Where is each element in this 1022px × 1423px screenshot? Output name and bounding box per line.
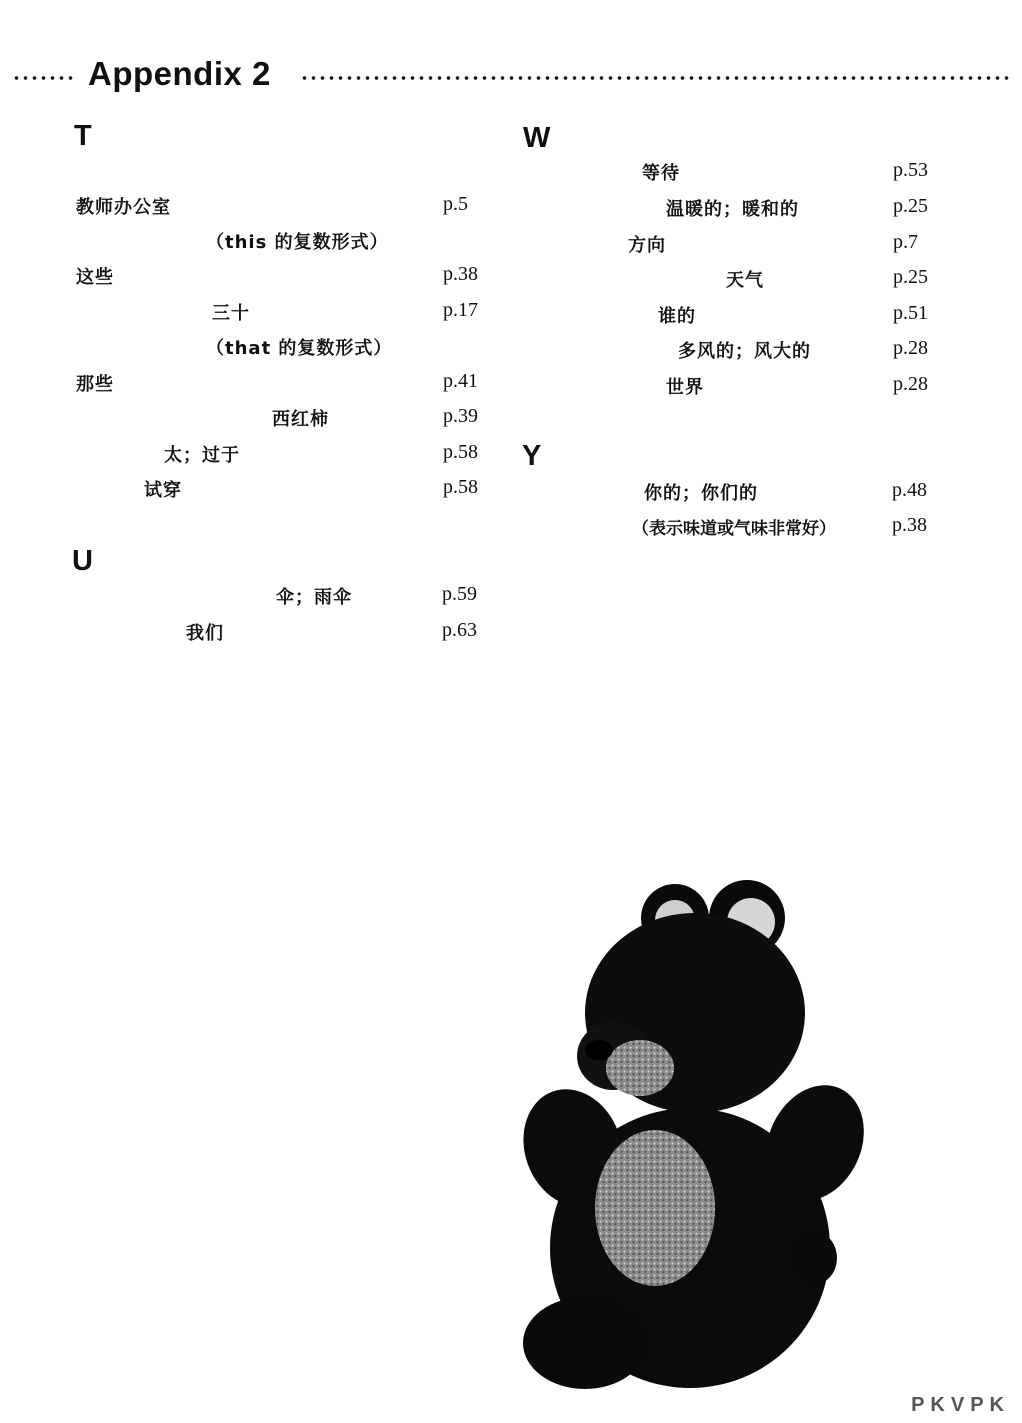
entry-page: p.17 — [443, 299, 478, 321]
list-item — [0, 405, 500, 435]
list-item — [520, 266, 1000, 296]
entry-page: p.59 — [442, 583, 477, 605]
entry-meaning: 谁的 — [658, 306, 696, 327]
entry-meaning: 天气 — [726, 270, 764, 291]
entry-page: p.48 — [892, 479, 927, 501]
entry-meaning: （that 的复数形式） — [206, 338, 393, 359]
list-item — [520, 514, 1000, 544]
list-item — [0, 263, 500, 293]
entry-page: p.28 — [893, 373, 928, 395]
entry-page: p.51 — [893, 302, 928, 324]
entry-meaning: 你的；你们的 — [644, 483, 758, 504]
entry-meaning: 那些 — [76, 374, 114, 395]
entry-meaning: 三十 — [212, 303, 250, 324]
page-title: Appendix 2 — [88, 55, 271, 92]
entry-meaning: 方向 — [628, 235, 666, 256]
watermark: PKVPK — [911, 1394, 1010, 1416]
list-item — [520, 373, 1000, 403]
entry-page: p.38 — [892, 514, 927, 536]
section-letter-y: Y — [522, 440, 542, 472]
entry-page: p.28 — [893, 337, 928, 359]
entry-meaning: 太；过于 — [164, 445, 240, 466]
list-item — [0, 476, 500, 506]
entry-page: p.5 — [443, 193, 468, 215]
dotted-rule-right — [300, 75, 1012, 81]
list-item — [0, 370, 500, 400]
list-item — [0, 193, 500, 223]
entry-meaning: （this 的复数形式） — [206, 232, 389, 253]
list-item — [520, 479, 1000, 509]
entry-meaning: 教师办公室 — [76, 197, 171, 218]
entry-page: p.58 — [443, 476, 478, 498]
list-item — [0, 228, 500, 258]
entry-meaning: 多风的；风大的 — [678, 341, 811, 362]
list-item — [0, 441, 500, 471]
list-item — [0, 583, 500, 613]
entry-page: p.25 — [893, 266, 928, 288]
section-letter-u: U — [72, 545, 93, 577]
entry-page: p.7 — [893, 231, 918, 253]
teddy-bear-illustration — [515, 878, 865, 1393]
entry-meaning: 试穿 — [144, 480, 182, 501]
entry-meaning: 伞；雨伞 — [276, 587, 352, 608]
list-item — [520, 159, 1000, 189]
entry-page: p.39 — [443, 405, 478, 427]
entry-page: p.63 — [442, 619, 477, 641]
entry-page: p.25 — [893, 195, 928, 217]
section-letter-w: W — [523, 122, 551, 154]
entry-page: p.41 — [443, 370, 478, 392]
entry-meaning: （表示味道或气味非常好） — [632, 519, 836, 539]
entry-meaning: 等待 — [642, 163, 680, 184]
list-item — [520, 195, 1000, 225]
entry-page: p.58 — [443, 441, 478, 463]
list-item — [0, 334, 500, 364]
entry-page: p.53 — [893, 159, 928, 181]
list-item — [520, 337, 1000, 367]
section-letter-t: T — [74, 120, 92, 152]
list-item — [520, 231, 1000, 261]
list-item — [520, 302, 1000, 332]
list-item — [0, 299, 500, 329]
entry-meaning: 世界 — [666, 377, 704, 398]
entry-meaning: 温暖的；暖和的 — [666, 199, 799, 220]
entry-page: p.38 — [443, 263, 478, 285]
list-item — [0, 619, 500, 649]
entry-meaning: 这些 — [76, 267, 114, 288]
entry-meaning: 西红柿 — [272, 409, 329, 430]
dotted-rule-left — [12, 75, 76, 81]
entry-meaning: 我们 — [186, 623, 224, 644]
appendix-header — [0, 55, 1022, 99]
